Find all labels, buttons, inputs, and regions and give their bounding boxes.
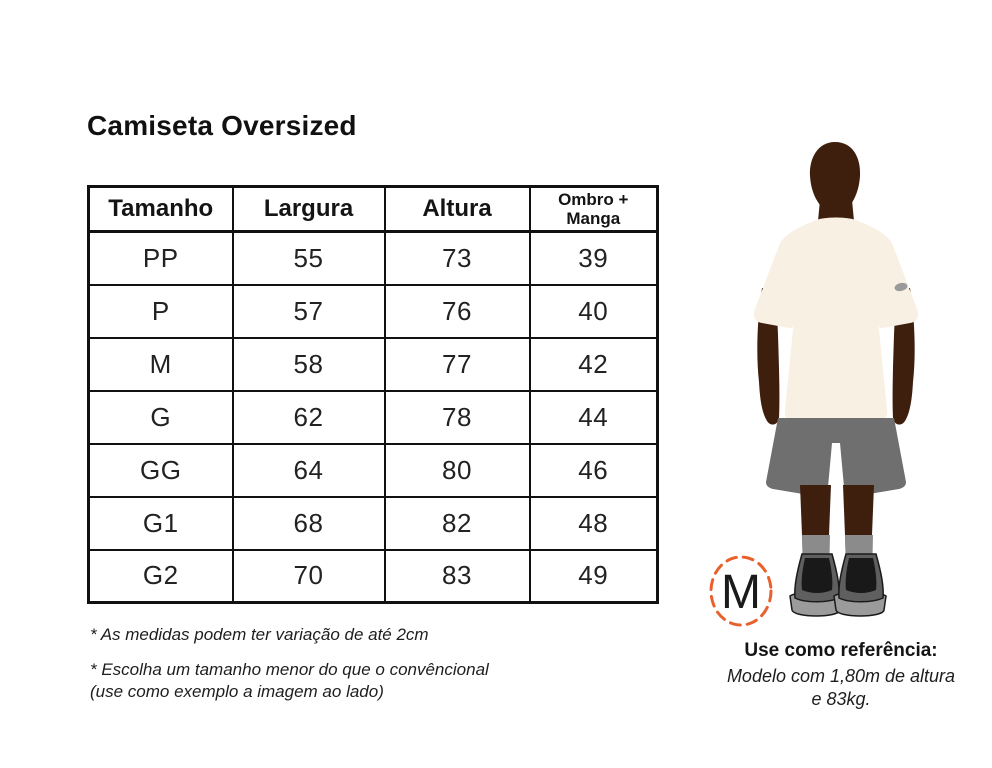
table-row-g1	[89, 497, 658, 550]
model-left-shoe	[790, 554, 842, 616]
reference-heading: Use como referência:	[744, 640, 938, 661]
cell-altura: 73	[385, 232, 530, 285]
model-right-shoe	[834, 554, 886, 616]
cell-ombro-manga: 40	[530, 285, 658, 338]
col-header-altura: Altura	[385, 187, 530, 232]
table-header-row	[89, 187, 658, 232]
cell-ombro-manga: 39	[530, 232, 658, 285]
cell-tamanho: P	[89, 285, 233, 338]
table-row-gg	[89, 444, 658, 497]
cell-altura: 78	[385, 391, 530, 444]
reference-note	[690, 640, 992, 710]
page-title: Camiseta Oversized	[87, 110, 357, 141]
cell-tamanho: G2	[89, 550, 233, 603]
cell-tamanho: GG	[89, 444, 233, 497]
table-row-p	[89, 285, 658, 338]
model-figure	[700, 130, 992, 630]
cell-altura: 80	[385, 444, 530, 497]
cell-largura: 68	[233, 497, 385, 550]
col-header-ombro-manga: Ombro + Manga	[530, 187, 658, 232]
cell-ombro-manga: 44	[530, 391, 658, 444]
cell-tamanho: G1	[89, 497, 233, 550]
footnotes	[90, 624, 590, 716]
reference-detail-line2: e 83kg.	[811, 688, 871, 709]
table-row-m	[89, 338, 658, 391]
cell-tamanho: G	[89, 391, 233, 444]
cell-tamanho: M	[89, 338, 233, 391]
cell-ombro-manga: 48	[530, 497, 658, 550]
col-header-largura: Largura	[233, 187, 385, 232]
note-size-advice	[90, 659, 590, 703]
shoe-laces	[802, 558, 833, 593]
cell-tamanho: PP	[89, 232, 233, 285]
cell-largura: 62	[233, 391, 385, 444]
model-illustration	[700, 130, 992, 630]
table-row-g2	[89, 550, 658, 603]
cell-largura: 64	[233, 444, 385, 497]
cell-altura: 76	[385, 285, 530, 338]
note-size-advice-line1: * Escolha um tamanho menor do que o convêncional	[90, 660, 489, 680]
size-badge-letter: M	[721, 566, 761, 619]
cell-altura: 83	[385, 550, 530, 603]
note-size-advice-line2: (use como exemplo a imagem ao lado)	[90, 682, 384, 702]
cell-largura: 70	[233, 550, 385, 603]
size-table	[87, 185, 659, 604]
shoe-laces	[846, 558, 877, 593]
model-shorts	[766, 418, 906, 498]
cell-ombro-manga: 49	[530, 550, 658, 603]
note-measurement-variation: * As medidas podem ter variação de até 2cm	[90, 625, 429, 644]
cell-largura: 55	[233, 232, 385, 285]
cell-altura: 82	[385, 497, 530, 550]
col-header-tamanho: Tamanho	[89, 187, 233, 232]
cell-largura: 57	[233, 285, 385, 338]
cell-ombro-manga: 46	[530, 444, 658, 497]
cell-ombro-manga: 42	[530, 338, 658, 391]
table-row-pp	[89, 232, 658, 285]
reference-detail-line1: Modelo com 1,80m de altura	[726, 666, 956, 686]
table-row-g	[89, 391, 658, 444]
cell-altura: 77	[385, 338, 530, 391]
cell-largura: 58	[233, 338, 385, 391]
